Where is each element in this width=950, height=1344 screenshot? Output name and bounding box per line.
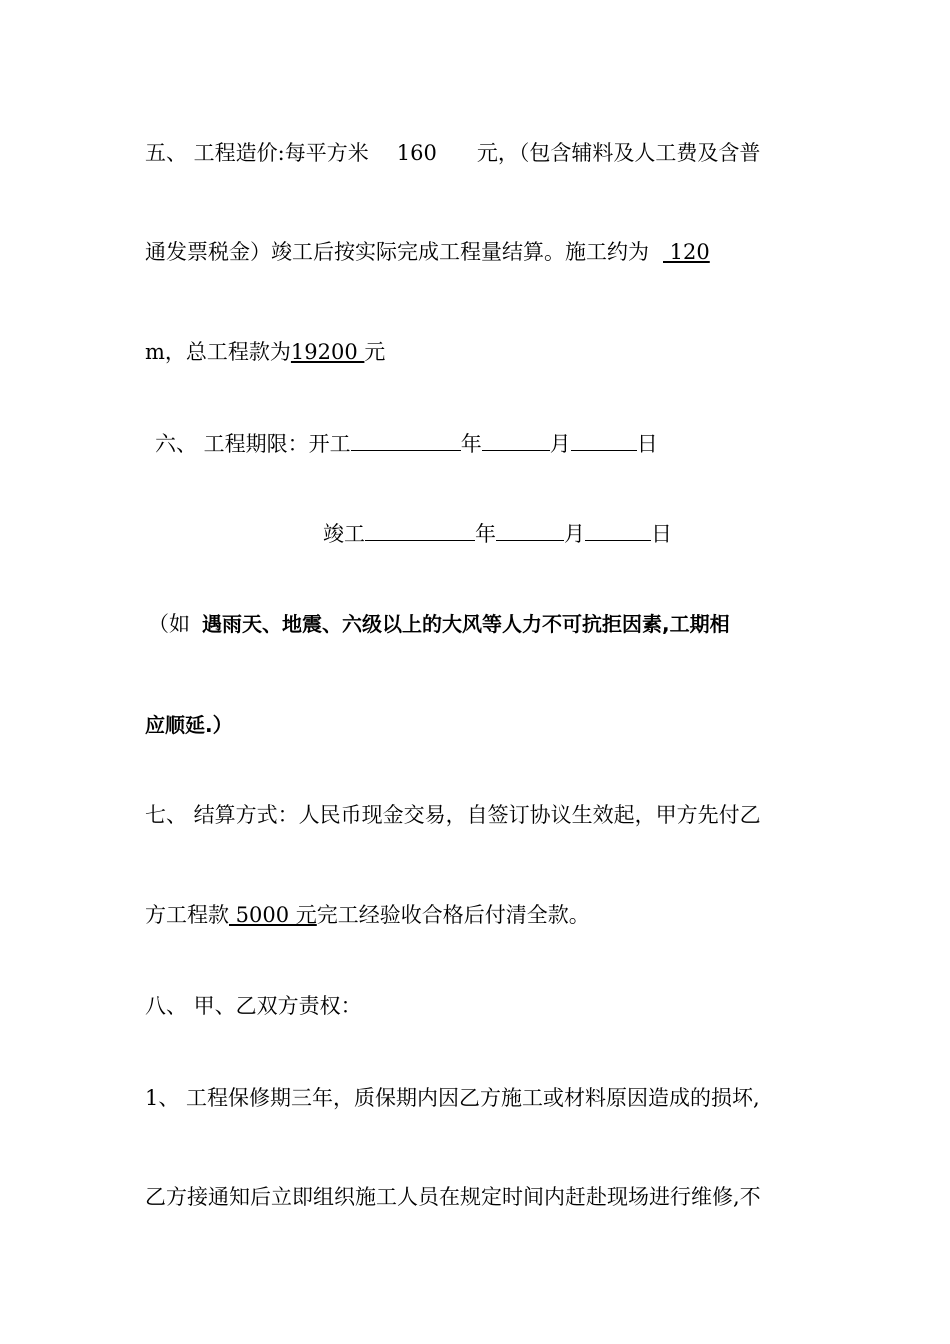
section5-suffix: 元，（包含辅料及人工费及含普: [476, 141, 761, 165]
section5-line2: [145, 238, 810, 266]
section6-start-line: [155, 428, 820, 458]
start-year-blank[interactable]: [351, 428, 461, 451]
end-month-blank[interactable]: [496, 518, 564, 541]
section5-line3: [145, 338, 810, 366]
year-label: 年: [460, 432, 482, 456]
note-open: （如: [148, 612, 190, 636]
force-majeure-note-line2: 应顺延.）: [145, 713, 233, 737]
section7-line2-suffix: 完工经验收合格后付清全款。: [316, 903, 590, 927]
section8-item1-line2: 乙方接通知后立即组织施工人员在规定时间内赶赴现场进行维修,不: [145, 1185, 761, 1209]
total-amount: 19200: [290, 340, 365, 364]
section5-prefix: 五、 工程造价:每平方米: [145, 141, 369, 165]
end-label: 竣工: [323, 522, 365, 546]
section7-line2: [145, 901, 810, 929]
section7-line1: 七、 结算方式：人民币现金交易，自签订协议生效起，甲方先付乙: [145, 803, 761, 827]
price-per-sqm: 160: [396, 141, 437, 165]
day-label: 日: [651, 522, 672, 546]
end-year-blank[interactable]: [365, 518, 475, 541]
construction-area: 120: [663, 240, 710, 264]
start-label: 六、 工程期限：开工: [155, 432, 351, 456]
currency-unit: 元: [364, 340, 386, 364]
force-majeure-note-line1: [148, 610, 813, 638]
section5-line3-text: m，总工程款为: [145, 340, 291, 364]
day-label: 日: [636, 432, 658, 456]
start-day-blank[interactable]: [571, 428, 637, 451]
year-label: 年: [475, 522, 496, 546]
section8-item1-line1: 1、 工程保修期三年，质保期内因乙方施工或材料原因造成的损坏,: [145, 1086, 760, 1110]
month-label: 月: [564, 522, 585, 546]
month-label: 月: [549, 432, 571, 456]
section7-line2-text: 方工程款: [145, 903, 229, 927]
section5-line1: [145, 139, 810, 167]
end-day-blank[interactable]: [585, 518, 651, 541]
section8-title: 八、 甲、乙双方责权：: [145, 994, 362, 1018]
start-month-blank[interactable]: [482, 428, 550, 451]
section5-line2-text: 通发票税金）竣工后按实际完成工程量结算。施工约为: [145, 240, 649, 264]
note-text: 遇雨天、地震、六级以上的大风等人力不可抗拒因素,工期相: [202, 612, 730, 636]
section6-end-line: [323, 518, 950, 548]
prepayment-amount: 5000 元: [229, 903, 317, 927]
